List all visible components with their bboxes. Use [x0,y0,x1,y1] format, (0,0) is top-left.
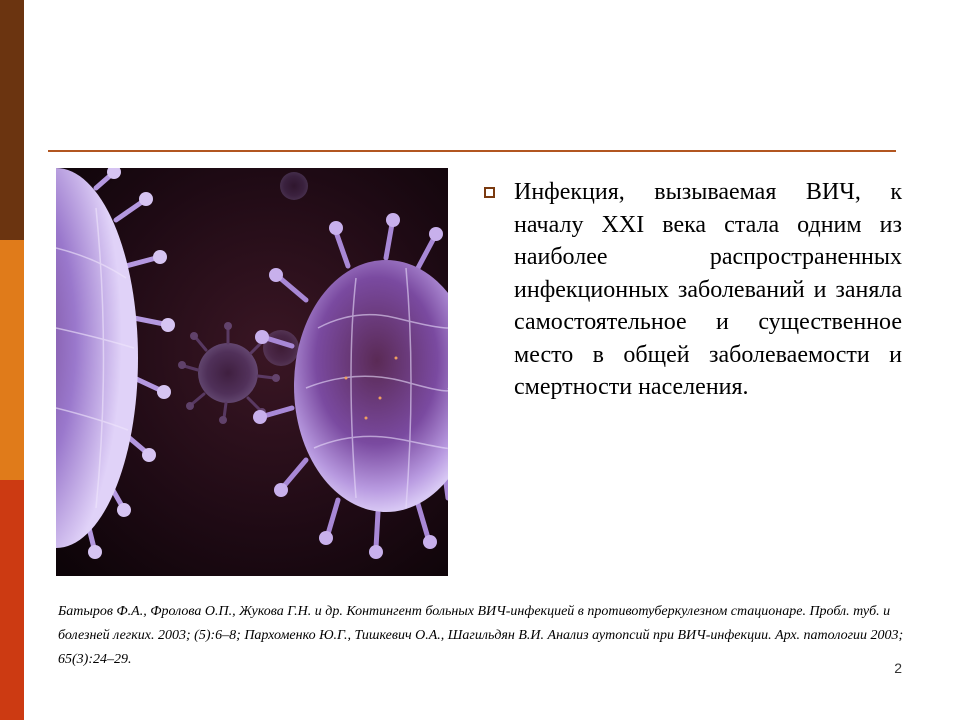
virus-illustration [56,168,448,576]
citation: Батыров Ф.А., Фролова О.П., Жукова Г.Н. и др. Контингент больных ВИЧ-инфекцией в противотуберкулезном стационаре. Пробл. туб. и болезней легких. 2003; (5):6–8; Пархоменко Ю.Г., Тишкевич О.А., Шагильдян В.И. Анализ аутопсий при ВИЧ-инфекции. Арх. патологии 2003; 65(3):24–29. [58,604,904,667]
side-band-bottom [0,480,24,720]
side-band-middle [0,240,24,480]
bullet-text: Инфекция, вызываемая ВИЧ, к началу XXI века стала одним из наиболее распространенных инфекционных заболеваний и заняла самостоятельное и существенное место в общей заболеваемости и смертности населения. [514,179,902,400]
title-divider [48,150,896,152]
square-bullet-icon [484,187,495,198]
bullet-item [484,176,902,404]
slide-number: 2 [894,660,902,676]
side-band-top [0,0,24,240]
